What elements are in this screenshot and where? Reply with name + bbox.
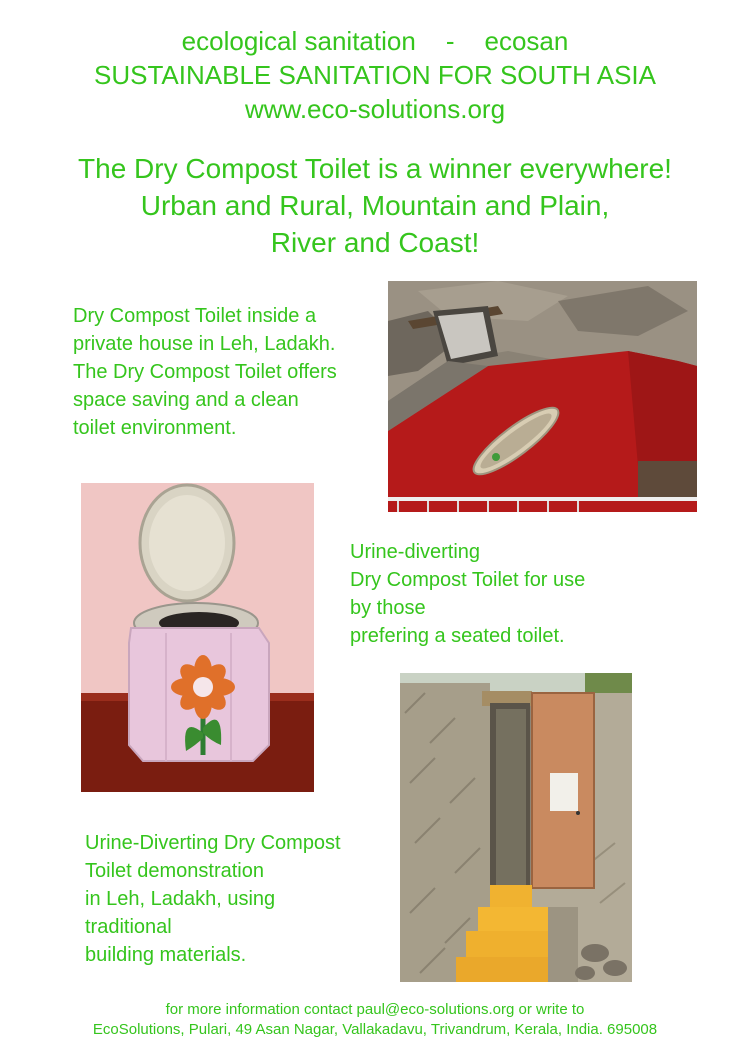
headline-line-3: River and Coast! xyxy=(270,227,480,258)
header xyxy=(0,24,750,126)
footer-contact-line: for more information contact paul@eco-solutions.org or write to xyxy=(165,1001,585,1018)
caption-demonstration-toilet: Urine-Diverting Dry Compost Toilet demonstration in Leh, Ladakh, using traditional building materials. xyxy=(85,832,341,966)
header-topic-right: ecosan xyxy=(484,26,569,56)
headline-line-2: Urban and Rural, Mountain and Plain, xyxy=(140,190,610,221)
header-topic-separator: - xyxy=(445,26,455,56)
photo-leh-house-toilet xyxy=(388,281,697,512)
footer-contact xyxy=(0,1000,750,1040)
header-website: www.eco-solutions.org xyxy=(244,94,506,124)
caption-seated-toilet: Urine-diverting Dry Compost Toilet for use by those prefering a seated toilet. xyxy=(350,541,586,647)
header-topic-left: ecological sanitation xyxy=(181,26,416,56)
photo-seated-toilet xyxy=(81,483,314,792)
header-subtitle: SUSTAINABLE SANITATION FOR SOUTH ASIA xyxy=(94,60,656,90)
headline-line-1: The Dry Compost Toilet is a winner everywhere! xyxy=(78,153,672,184)
footer-address-line: EcoSolutions, Pulari, 49 Asan Nagar, Vallakadavu, Trivandrum, Kerala, India. 695008 xyxy=(92,1021,658,1038)
caption-leh-house: Dry Compost Toilet inside a private house in Leh, Ladakh. The Dry Compost Toilet offers space saving and a clean toilet environment. xyxy=(73,305,337,439)
photo-demonstration-toilet xyxy=(400,673,632,982)
headline xyxy=(0,150,750,261)
header-topic-line xyxy=(0,24,750,58)
